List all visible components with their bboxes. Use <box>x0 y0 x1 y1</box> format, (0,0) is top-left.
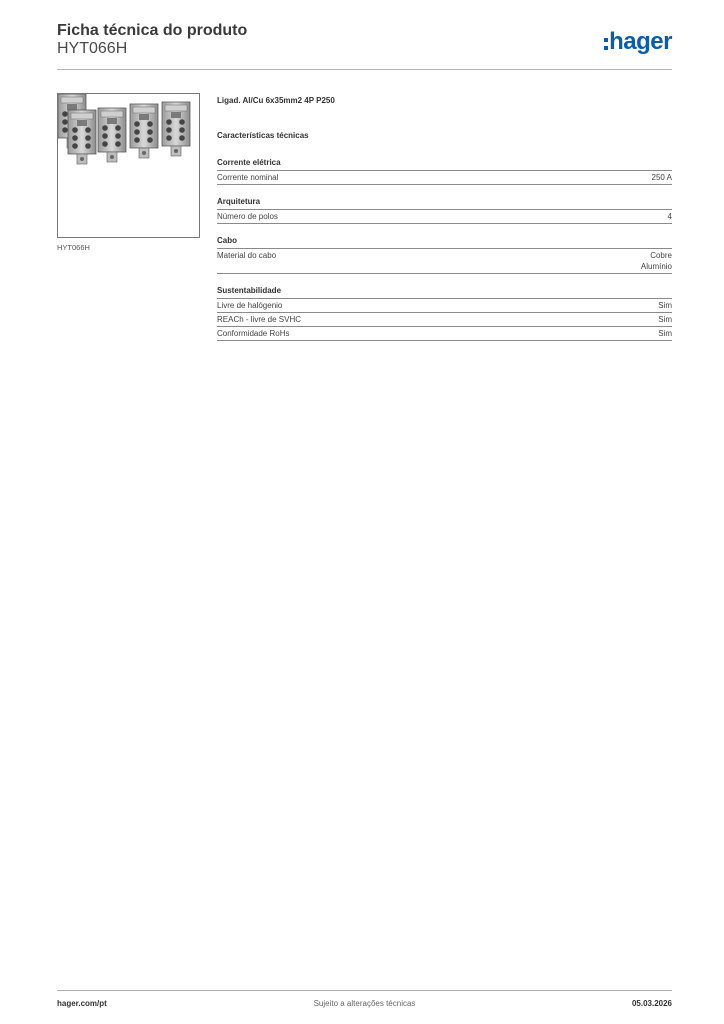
image-caption: HYT066H <box>57 243 90 252</box>
spec-label: Material do cabo <box>217 251 277 260</box>
spec-value: Sim <box>658 301 672 310</box>
spec-label: Livre de halógenio <box>217 301 283 310</box>
spec-value: Sim <box>658 315 672 324</box>
product-description: Ligad. Al/Cu 6x35mm2 4P P250 <box>217 96 335 105</box>
spec-value: 4 <box>667 212 672 221</box>
spec-row <box>217 210 672 224</box>
spec-group-sustentabilidade <box>217 285 672 341</box>
specifications <box>217 95 672 352</box>
spec-label: REACh - livre de SVHC <box>217 315 302 324</box>
specs-section-title: Características técnicas <box>217 131 309 140</box>
spec-row <box>217 299 672 313</box>
spec-group-title: Corrente elétrica <box>217 157 672 171</box>
logo-dots-icon <box>604 34 608 54</box>
spec-group-title: Cabo <box>217 235 672 249</box>
spec-value: Sim <box>658 329 672 338</box>
logo-text: hager <box>609 28 672 55</box>
spec-row <box>217 249 672 274</box>
spec-row <box>217 313 672 327</box>
document-title: Ficha técnica do produto <box>57 22 248 39</box>
product-code: HYT066H <box>57 40 128 57</box>
spec-label: Número de polos <box>217 212 278 221</box>
spec-group-title: Sustentabilidade <box>217 285 672 299</box>
spec-group-arquitetura <box>217 196 672 224</box>
terminal-block-illustration-icon <box>58 94 199 237</box>
spec-label: Conformidade RoHs <box>217 329 290 338</box>
spec-group-cabo <box>217 235 672 274</box>
spec-value: 250 A <box>651 173 672 182</box>
hager-logo <box>604 28 672 56</box>
footer-notice: Sujeito a alterações técnicas <box>313 999 416 1008</box>
spec-value: Cobre <box>650 251 672 260</box>
page-header <box>57 20 672 70</box>
footer-website-link[interactable]: hager.com/pt <box>57 999 107 1008</box>
footer-date: 05.03.2026 <box>631 999 672 1008</box>
spec-row <box>217 327 672 341</box>
page-footer <box>57 990 672 1011</box>
spec-group-title: Arquitetura <box>217 196 672 210</box>
product-image <box>57 93 200 238</box>
spec-value: Alumínio <box>640 262 672 271</box>
spec-row <box>217 171 672 185</box>
spec-group-corrente <box>217 157 672 185</box>
spec-label: Corrente nominal <box>217 173 279 182</box>
